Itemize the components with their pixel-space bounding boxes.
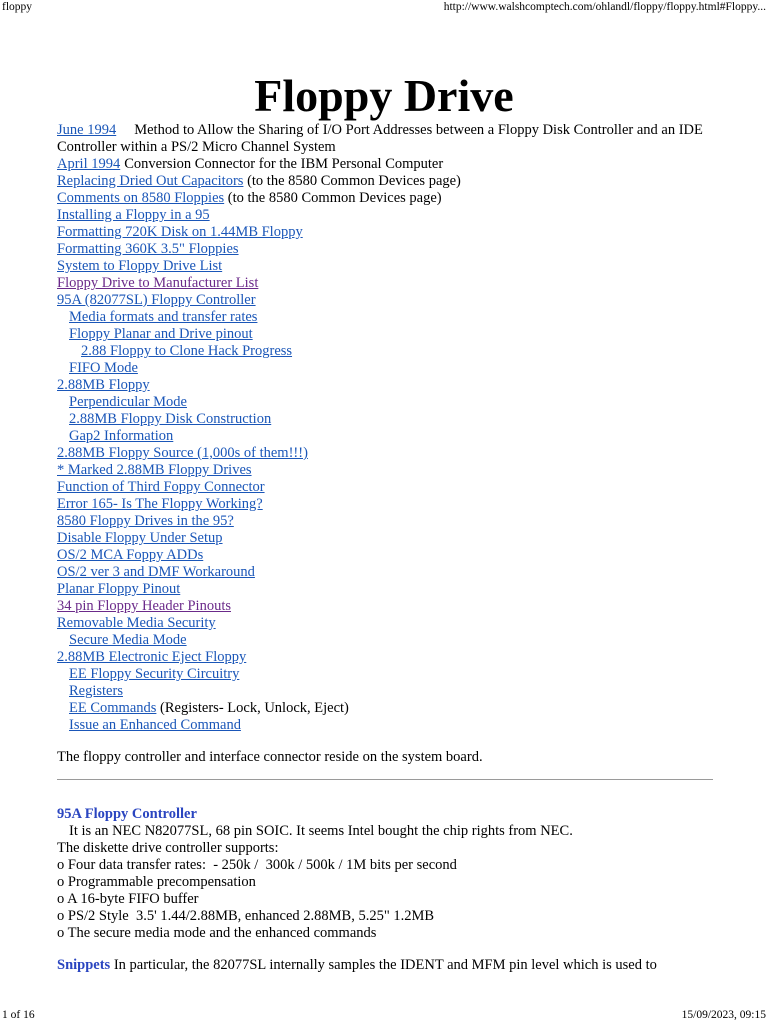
link-perpendicular-mode[interactable]: Perpendicular Mode bbox=[69, 394, 187, 410]
link-floppy-to-manufacturer-list[interactable]: Floppy Drive to Manufacturer List bbox=[57, 275, 259, 291]
link-secure-media-mode[interactable]: Secure Media Mode bbox=[69, 632, 187, 648]
list-item bbox=[57, 700, 717, 717]
link-288mb-source[interactable]: 2.88MB Floppy Source (1,000s of them!!!) bbox=[57, 445, 308, 461]
print-footer-date: 15/09/2023, 09:15 bbox=[681, 1009, 766, 1021]
bullet-line: o A 16-byte FIFO buffer bbox=[57, 891, 199, 907]
link-removable-media-security[interactable]: Removable Media Security bbox=[57, 615, 216, 631]
link-planar-drive-pinout[interactable]: Floppy Planar and Drive pinout bbox=[69, 326, 253, 342]
snippets-paragraph bbox=[57, 957, 737, 974]
link-third-connector[interactable]: Function of Third Foppy Connector bbox=[57, 479, 265, 495]
link-clone-hack-progress[interactable]: 2.88 Floppy to Clone Hack Progress bbox=[81, 343, 293, 359]
link-planar-floppy-pinout[interactable]: Planar Floppy Pinout bbox=[57, 581, 181, 597]
link-ee-commands[interactable]: EE Commands bbox=[69, 700, 157, 716]
link-formatting-360k[interactable]: Formatting 360K 3.5" Floppies bbox=[57, 241, 239, 257]
capacitors-note: (to the 8580 Common Devices page) bbox=[247, 173, 461, 189]
link-fifo-mode[interactable]: FIFO Mode bbox=[69, 360, 138, 376]
bullet-line: o Programmable precompensation bbox=[57, 874, 256, 890]
section-divider bbox=[57, 779, 713, 780]
list-item bbox=[57, 190, 717, 207]
link-disable-floppy-setup[interactable]: Disable Floppy Under Setup bbox=[57, 530, 223, 546]
link-formatting-720k[interactable]: Formatting 720K Disk on 1.44MB Floppy bbox=[57, 224, 303, 240]
link-gap2-information[interactable]: Gap2 Information bbox=[69, 428, 174, 444]
link-marked-288mb-drives[interactable]: * Marked 2.88MB Floppy Drives bbox=[57, 462, 252, 478]
link-comments-8580[interactable]: Comments on 8580 Floppies bbox=[57, 190, 225, 206]
bullet-line: o The secure media mode and the enhanced commands bbox=[57, 925, 377, 941]
link-error-165[interactable]: Error 165- Is The Floppy Working? bbox=[57, 496, 263, 512]
link-ee-security-circuitry[interactable]: EE Floppy Security Circuitry bbox=[69, 666, 240, 682]
link-media-formats[interactable]: Media formats and transfer rates bbox=[69, 309, 258, 325]
snippets-text: In particular, the 82077SL internally samples the IDENT and MFM pin level which is used to bbox=[113, 957, 657, 973]
link-replacing-capacitors[interactable]: Replacing Dried Out Capacitors bbox=[57, 173, 244, 189]
link-installing-floppy-95[interactable]: Installing a Floppy in a 95 bbox=[57, 207, 210, 223]
snippets-heading: Snippets bbox=[57, 957, 111, 973]
link-os2-dmf-workaround[interactable]: OS/2 ver 3 and DMF Workaround bbox=[57, 564, 255, 580]
link-disk-construction[interactable]: 2.88MB Floppy Disk Construction bbox=[69, 411, 272, 427]
list-item bbox=[57, 156, 717, 173]
intro-paragraph: The floppy controller and interface connector reside on the system board. bbox=[57, 749, 483, 765]
link-95a-controller[interactable]: 95A (82077SL) Floppy Controller bbox=[57, 292, 256, 308]
list-item bbox=[57, 173, 717, 190]
june-1994-description: Method to Allow the Sharing of I/O Port Addresses between a Floppy Disk Controller and an IDE Controller within a PS/2 Micro Channel System bbox=[57, 122, 703, 155]
link-system-to-floppy-list[interactable]: System to Floppy Drive List bbox=[57, 258, 223, 274]
link-os2-mca-adds[interactable]: OS/2 MCA Foppy ADDs bbox=[57, 547, 204, 563]
topic-link-list bbox=[57, 122, 717, 734]
april-1994-description: Conversion Connector for the IBM Personal Computer bbox=[124, 156, 444, 172]
print-header-title: floppy bbox=[2, 1, 33, 13]
print-header-url: http://www.walshcomptech.com/ohlandl/floppy/floppy.html#Floppy... bbox=[443, 1, 766, 13]
comments-8580-note: (to the 8580 Common Devices page) bbox=[227, 190, 442, 206]
print-footer-page: 1 of 16 bbox=[2, 1009, 35, 1021]
page-title: Floppy Drive bbox=[254, 70, 514, 121]
link-8580-drives-in-95[interactable]: 8580 Floppy Drives in the 95? bbox=[57, 513, 234, 529]
list-item bbox=[57, 122, 717, 156]
section-line: It is an NEC N82077SL, 68 pin SOIC. It seems Intel bought the chip rights from NEC. bbox=[69, 823, 573, 839]
section-heading: 95A Floppy Controller bbox=[57, 806, 197, 822]
link-288mb-floppy[interactable]: 2.88MB Floppy bbox=[57, 377, 150, 393]
link-34-pin-header[interactable]: 34 pin Floppy Header Pinouts bbox=[57, 598, 231, 614]
ee-commands-note: (Registers- Lock, Unlock, Eject) bbox=[160, 700, 349, 716]
bullet-line: o Four data transfer rates: - 250k / 300k / 500k / 1M bits per second bbox=[57, 857, 457, 873]
link-june-1994[interactable]: June 1994 bbox=[57, 122, 117, 138]
link-enhanced-command[interactable]: Issue an Enhanced Command bbox=[69, 717, 241, 733]
bullet-line: o PS/2 Style 3.5' 1.44/2.88MB, enhanced 2.88MB, 5.25" 1.2MB bbox=[57, 908, 435, 924]
controller-section bbox=[57, 806, 717, 942]
link-registers[interactable]: Registers bbox=[69, 683, 123, 699]
section-line: The diskette drive controller supports: bbox=[57, 840, 279, 856]
link-april-1994[interactable]: April 1994 bbox=[57, 156, 121, 172]
link-electronic-eject-floppy[interactable]: 2.88MB Electronic Eject Floppy bbox=[57, 649, 247, 665]
